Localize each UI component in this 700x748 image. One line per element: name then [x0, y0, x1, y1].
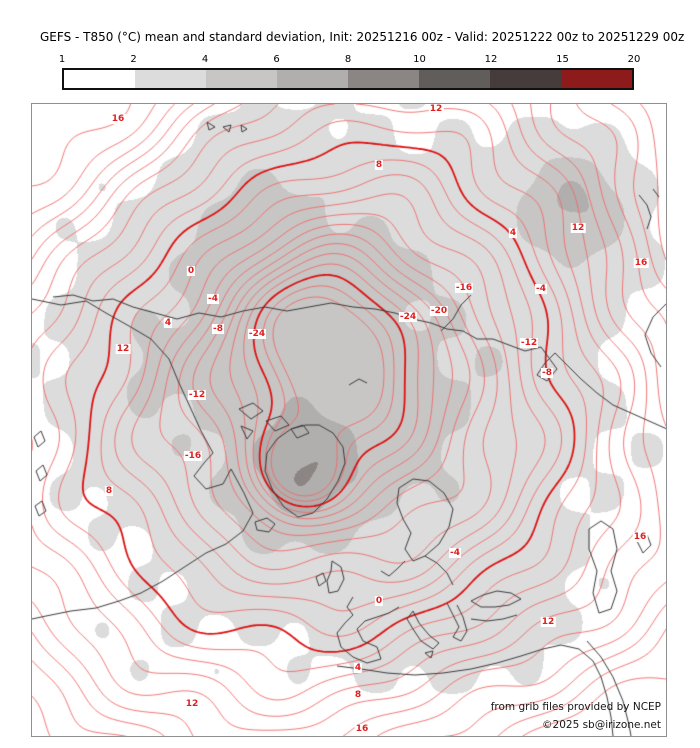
colorbar-tick-2: 2 [130, 54, 137, 65]
contour-label: 12 [185, 699, 199, 709]
contour-label: -12 [520, 338, 538, 348]
colorbar [58, 54, 641, 90]
page-title: GEFS - T850 (°C) mean and standard deviation, Init: 20251216 00z - Valid: 20251222 00z to 20251229 00z [40, 30, 685, 44]
colorbar-tick-15: 15 [556, 54, 569, 65]
colorbar-tick-6: 6 [273, 54, 280, 65]
contour-label: -24 [399, 312, 417, 322]
contour-label: -16 [184, 451, 202, 461]
contour-label: 16 [111, 114, 125, 124]
contour-label: -4 [536, 284, 546, 294]
colorbar-segment-6 [490, 70, 561, 88]
colorbar-segments [62, 68, 634, 90]
contour-label: 12 [541, 617, 555, 627]
colorbar-segment-3 [277, 70, 348, 88]
contour-label: 12 [571, 223, 585, 233]
contour-label: 4 [509, 228, 517, 238]
contour-label: -24 [248, 329, 266, 339]
colorbar-tick-12: 12 [484, 54, 498, 65]
contour-label: 8 [375, 160, 383, 170]
contour-label: 16 [633, 532, 647, 542]
contour-label: -16 [455, 283, 473, 293]
colorbar-segment-7 [561, 70, 632, 88]
colorbar-tick-10: 10 [413, 54, 426, 65]
contour-label: 16 [355, 724, 369, 734]
map-frame [31, 103, 667, 737]
contour-label: 0 [187, 266, 195, 276]
contour-label: -12 [188, 390, 206, 400]
contour-label: 4 [354, 663, 362, 673]
contour-label: 12 [429, 104, 443, 114]
colorbar-segment-1 [135, 70, 206, 88]
colorbar-tick-8: 8 [344, 54, 352, 65]
contour-label: 12 [116, 344, 130, 354]
credit-copyright: ©2025 sb@irizone.net [542, 719, 661, 731]
contour-label: -4 [450, 548, 460, 558]
colorbar-tick-20: 20 [627, 54, 641, 65]
contour-label: 8 [354, 690, 362, 700]
colorbar-segment-4 [348, 70, 419, 88]
contour-label: 0 [375, 596, 383, 606]
colorbar-tick-1: 1 [58, 54, 66, 65]
contour-label: -4 [208, 294, 218, 304]
contour-label: -8 [542, 368, 552, 378]
contour-label: -20 [430, 306, 448, 316]
colorbar-segment-2 [206, 70, 277, 88]
colorbar-segment-0 [64, 70, 135, 88]
contour-label: 4 [164, 318, 172, 328]
contour-label: -8 [213, 324, 223, 334]
contour-label: 8 [105, 486, 113, 496]
credit-source: from grib files provided by NCEP [490, 701, 661, 713]
colorbar-tick-labels [58, 54, 641, 67]
contour-label: 16 [634, 258, 648, 268]
colorbar-tick-4: 4 [201, 54, 209, 65]
map-canvas [32, 104, 666, 736]
colorbar-segment-5 [419, 70, 490, 88]
